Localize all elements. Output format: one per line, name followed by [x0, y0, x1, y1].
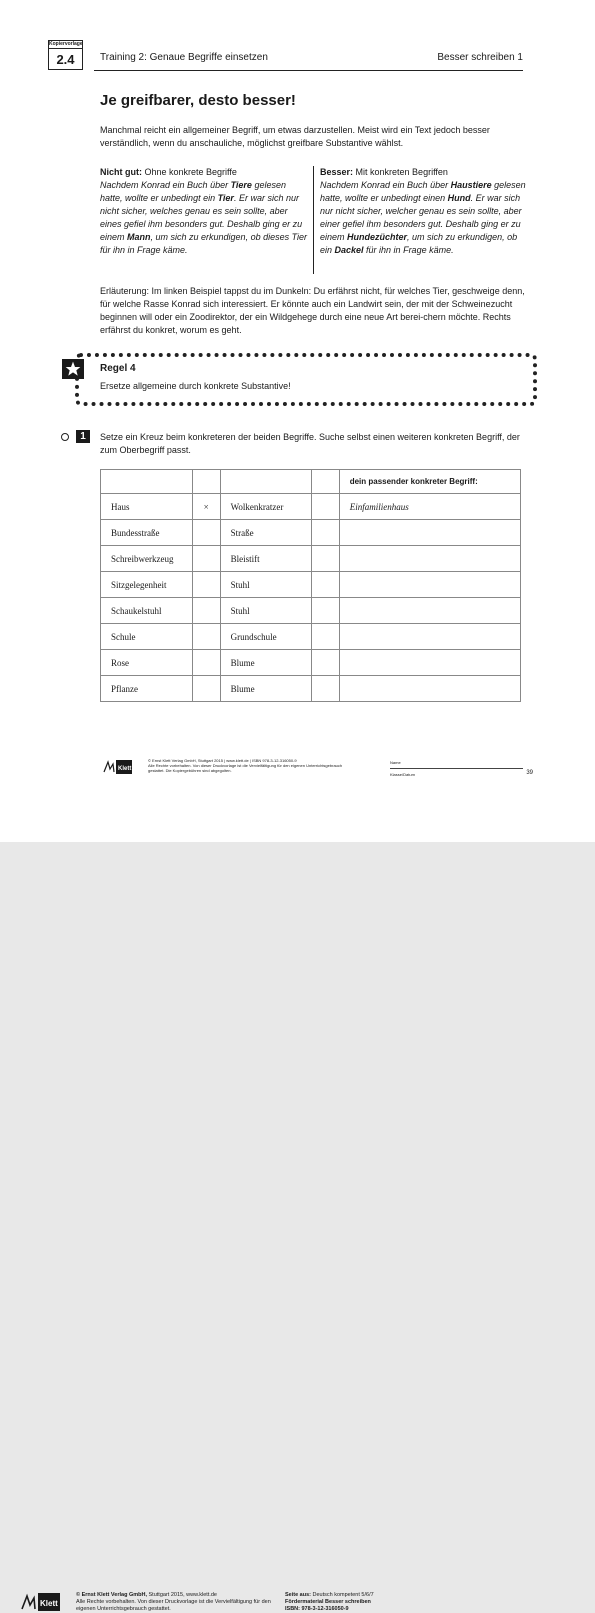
- table-row: [101, 650, 521, 676]
- answer-cell[interactable]: [339, 546, 520, 572]
- rule-text: Ersetze allgemeine durch konkrete Substantive!: [100, 381, 291, 391]
- mark-a-cell[interactable]: [192, 572, 220, 598]
- term-b-cell: Blume: [220, 650, 311, 676]
- term-b-cell: Bleistift: [220, 546, 311, 572]
- page-title: Je greifbarer, desto besser!: [100, 92, 296, 109]
- term-a-cell: Haus: [101, 494, 193, 520]
- term-a-cell: Bundesstraße: [101, 520, 193, 546]
- task-checkbox[interactable]: [61, 433, 69, 441]
- answer-cell[interactable]: [339, 676, 520, 702]
- answer-cell[interactable]: [339, 624, 520, 650]
- bottom-source: Seite aus: Deutsch kompetent 5/6/7 Fördermaterial Besser schreiben ISBN: 978-3-12-316050-9: [285, 1592, 374, 1612]
- mark-b-cell[interactable]: [311, 650, 339, 676]
- task-instruction: Setze ein Kreuz beim konkreteren der beiden Begriffe. Suche selbst einen weiteren konkreten Begriff, der zum Oberbegriff passt.: [100, 432, 520, 455]
- task-number: 1: [76, 430, 90, 443]
- example-good-text: Nachdem Konrad ein Buch über Haustiere gelesen hatte, wollte er unbedingt einen Hund. Er war sich nur nicht sicher, welcher genau es sein sollte, aber einer gefiel ihm besonders gut. Deshalb ging er zu einem Hundezüchter, um sich zu erkundigen, ob ein Dackel für ihn in Frage käme.: [320, 180, 526, 255]
- answer-cell[interactable]: [339, 572, 520, 598]
- example-bad-text: Nachdem Konrad ein Buch über Tiere gelesen hatte, wollte er unbedingt ein Tier. Er war sich nur nicht sicher, welches genau es sein sollte, aber eines gefiel ihm besonders gut. Deshalb ging er zu einem Mann, um sich zu erkundigen, ob dieses Tier für ihn in Frage käme.: [100, 180, 308, 255]
- kopiervorlage-label: Kopiervorlage: [49, 41, 83, 47]
- mark-b-cell[interactable]: [311, 572, 339, 598]
- table-row: [101, 598, 521, 624]
- table-row: [101, 624, 521, 650]
- term-b-cell: Blume: [220, 676, 311, 702]
- term-b-cell: Stuhl: [220, 572, 311, 598]
- term-b-cell: Wolkenkratzer: [220, 494, 311, 520]
- bottom-footer: [0, 790, 595, 1612]
- header-cell-empty: [311, 470, 339, 494]
- explanation-text: Erläuterung: Im linken Beispiel tappst du im Dunkeln: Du erfährst nicht, für welches Tier, geschweige denn, für welche Rasse Konrad sich interessiert. Er könnte auch ein Landwirt sein, der mit der Schweinezucht beginnen will oder ein Zoodirektor, der ein Wildgehege durch eine neue Art berei-chern möchte. Rechts erfährst du konkret, worum es geht.: [100, 286, 525, 335]
- page-number: 39: [526, 770, 533, 776]
- table-row: [101, 546, 521, 572]
- table-row: [101, 494, 521, 520]
- term-a-cell: Pflanze: [101, 676, 193, 702]
- mark-b-cell[interactable]: [311, 546, 339, 572]
- name-label: Name: [390, 760, 401, 765]
- term-b-cell: Stuhl: [220, 598, 311, 624]
- answer-cell[interactable]: [339, 650, 520, 676]
- klett-logo-small-text: Klett: [118, 766, 132, 772]
- term-b-cell: Straße: [220, 520, 311, 546]
- star-badge: [62, 359, 84, 379]
- mark-b-cell[interactable]: [311, 676, 339, 702]
- term-a-cell: Schreibwerkzeug: [101, 546, 193, 572]
- header-title: Training 2: Genaue Begriffe einsetzen: [100, 52, 268, 63]
- klett-logo: [20, 1593, 60, 1611]
- table-header-row: [101, 470, 521, 494]
- name-line: [390, 768, 523, 769]
- example-bad-heading: Nicht gut: Ohne konkrete Begriffe: [100, 167, 237, 177]
- term-b-cell: Grundschule: [220, 624, 311, 650]
- mark-b-cell[interactable]: [311, 598, 339, 624]
- intro-text: Manchmal reicht ein allgemeiner Begriff, um etwas darzustellen. Meist wird ein Text jedoch besser verständlich, wenn du anschauliche, möglichst greifbare Substantive wählst.: [100, 125, 490, 148]
- table-row: [101, 520, 521, 546]
- kopiervorlage-number: 2.4: [56, 52, 75, 67]
- kopiervorlage-badge: [48, 40, 83, 70]
- column-divider: [313, 166, 314, 274]
- mark-a-cell[interactable]: [192, 676, 220, 702]
- klett-logo-text: Klett: [40, 1599, 58, 1608]
- term-a-cell: Schaukelstuhl: [101, 598, 193, 624]
- worksheet-page: [0, 0, 595, 790]
- header-cell-empty: [220, 470, 311, 494]
- mark-a-cell[interactable]: [192, 546, 220, 572]
- example-good-heading: Besser: Mit konkreten Begriffen: [320, 167, 448, 177]
- mark-a-cell[interactable]: [192, 624, 220, 650]
- term-a-cell: Rose: [101, 650, 193, 676]
- example-good-column: [320, 166, 530, 257]
- mark-b-cell[interactable]: [311, 520, 339, 546]
- header-series: Besser schreiben 1: [437, 52, 523, 63]
- table-row: [101, 572, 521, 598]
- bottom-copyright: © Ernst Klett Verlag GmbH, Stuttgart 2015, www.klett.de Alle Rechte vorbehalten. Von dieser Druckvorlage ist die Vervielfältigung für den eigenen Unterrichtsgebrauch gestattet.: [76, 1592, 271, 1612]
- answer-cell[interactable]: [339, 520, 520, 546]
- mark-b-cell[interactable]: [311, 624, 339, 650]
- term-a-cell: Schule: [101, 624, 193, 650]
- mark-a-cell[interactable]: [192, 598, 220, 624]
- rule-title: Regel 4: [100, 363, 136, 374]
- term-a-cell: Sitzgelegenheit: [101, 572, 193, 598]
- mark-a-cell[interactable]: [192, 650, 220, 676]
- table-row: [101, 676, 521, 702]
- class-date-label: Klasse/Datum: [390, 772, 415, 777]
- rule-box: [75, 353, 537, 406]
- header-cell-empty: [192, 470, 220, 494]
- mark-b-cell[interactable]: [311, 494, 339, 520]
- header-cell-empty: [101, 470, 193, 494]
- answer-cell[interactable]: [339, 598, 520, 624]
- star-icon: [65, 361, 81, 377]
- header-divider: [94, 70, 523, 71]
- inner-copyright: © Ernst Klett Verlag GmbH, Stuttgart 2015 | www.klett.de | ISBN 978-3-12-316050-9 Alle Rechte vorbehalten. Von dieser Druckvorlage ist die Vervielfältigung für den eigenen Unterrichtsgebrauch gestattet. Die Kopiergebühren sind abgegolten.: [148, 758, 343, 773]
- example-bad-column: [100, 166, 310, 257]
- klett-logo-small: [102, 760, 132, 774]
- exercise-table: [100, 469, 521, 702]
- mark-a-cell[interactable]: ×: [192, 494, 220, 520]
- answer-column-header: dein passender konkreter Begriff:: [339, 470, 520, 494]
- mark-a-cell[interactable]: [192, 520, 220, 546]
- answer-cell[interactable]: Einfamilienhaus: [339, 494, 520, 520]
